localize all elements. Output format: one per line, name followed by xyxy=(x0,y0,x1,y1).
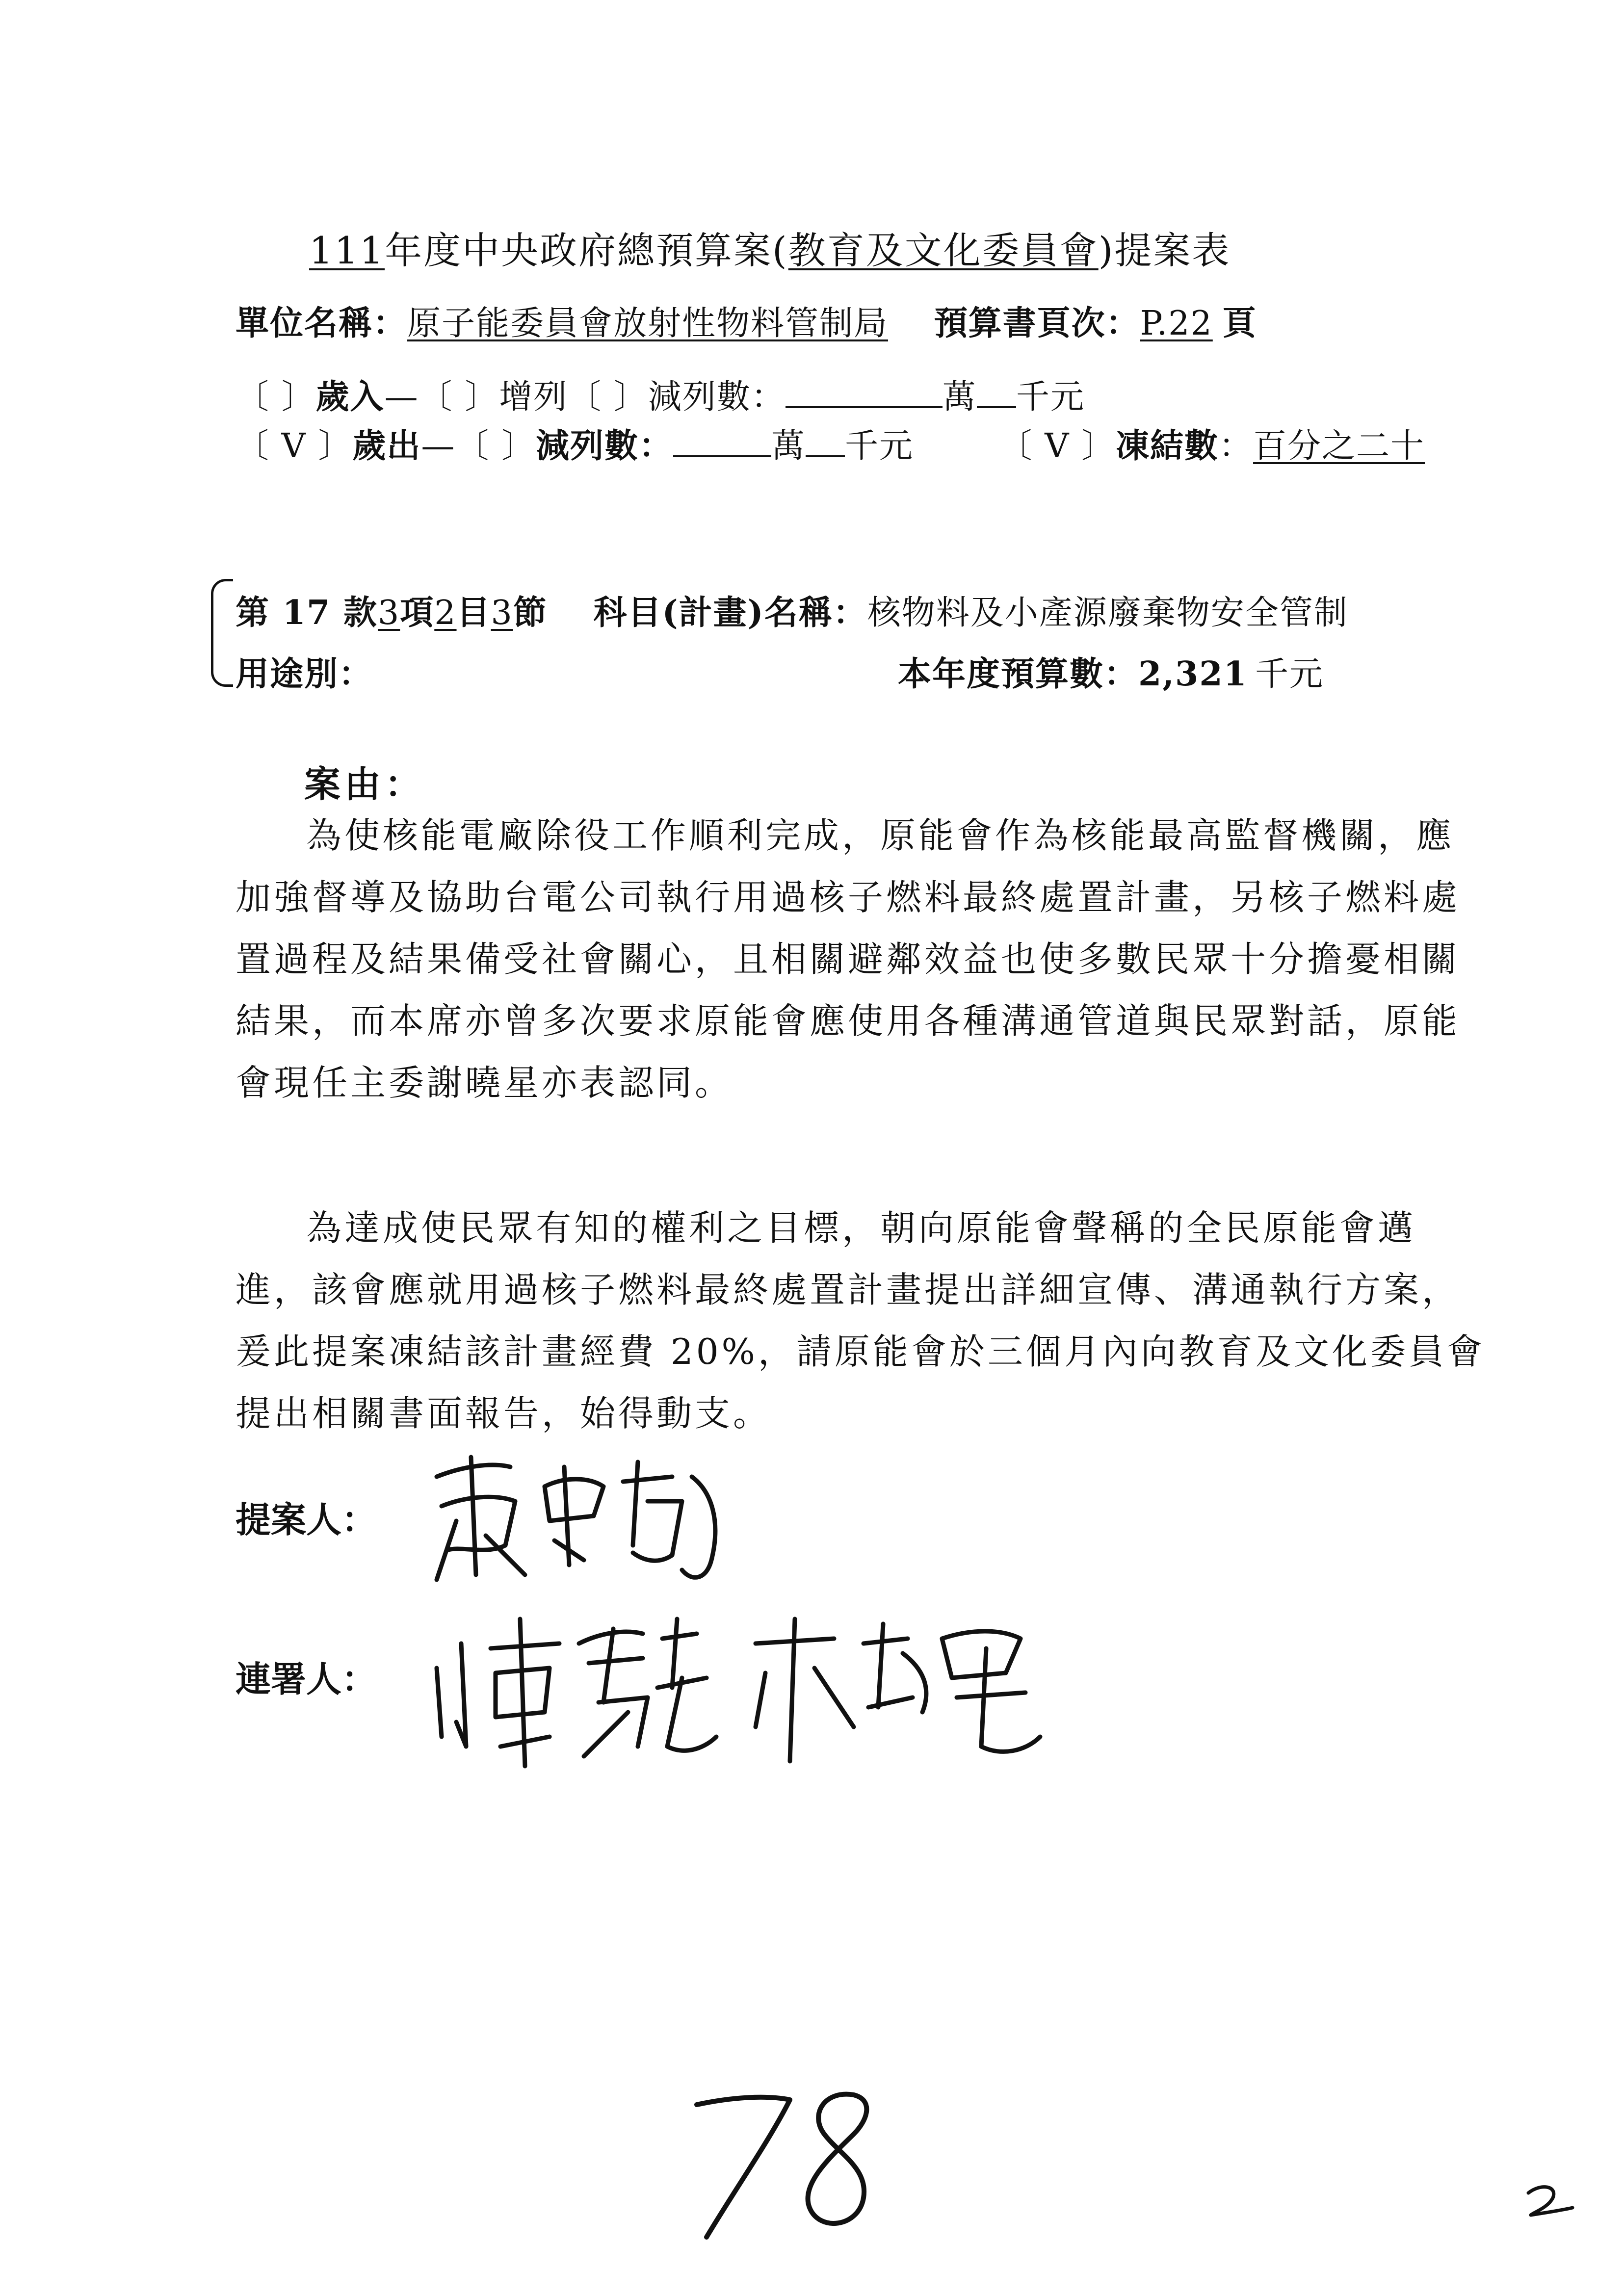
blank-wan xyxy=(786,377,943,408)
freeze-label: 凍結數 xyxy=(1116,426,1219,466)
jie-num: 3 xyxy=(491,594,513,632)
expense-reduce-label: 減列數： xyxy=(535,426,673,466)
unit-row xyxy=(236,297,1257,344)
wan-label: 萬 xyxy=(942,378,977,417)
expense-wan: 萬 xyxy=(771,427,806,466)
item-bracket xyxy=(211,579,233,687)
page-title xyxy=(309,221,1231,274)
amount-value: 2,321 xyxy=(1138,654,1248,694)
cosigner-label: 連署人： xyxy=(236,1658,377,1700)
expense-reduce-checkbox: 〔 〕 xyxy=(455,427,536,466)
page-suffix: 頁 xyxy=(1222,304,1257,343)
reduce-checkbox: 〔 〕 xyxy=(568,378,648,417)
reason-paragraph-2: 為達成使民眾有知的權利之目標，朝向原能會聲稱的全民原能會邁進，該會應就用過核子燃料最終處置計畫提出詳細宣傳、溝通執行方案，爰此提案凍結該計畫經費 20%，請原能會於三個月內向教育及文化委員會提出相關書面報告，始得動支。 xyxy=(236,1207,1485,1434)
budget-item-row xyxy=(236,586,1348,634)
expense-row xyxy=(236,419,1425,467)
cosigner-signatures xyxy=(422,1599,1109,1786)
expense-label: 歲出 xyxy=(352,426,421,466)
proposer-signature xyxy=(417,1447,760,1594)
freeze-colon: ： xyxy=(1219,427,1254,466)
blank-qian xyxy=(977,377,1016,408)
kuan: 第 17 款 xyxy=(236,593,378,632)
income-row xyxy=(236,370,1085,418)
page-value: P.22 xyxy=(1140,304,1213,343)
jie: 節 xyxy=(513,593,548,632)
reason-label: 案由： xyxy=(304,763,425,806)
expense-qian: 千元 xyxy=(845,427,914,466)
freeze-value: 百分之二十 xyxy=(1253,427,1425,466)
title-end: )提案表 xyxy=(1098,229,1231,272)
mu-num: 2 xyxy=(434,594,457,632)
expense-dash: — xyxy=(421,427,456,466)
xiang-num: 3 xyxy=(377,594,400,632)
usage-label: 用途別： xyxy=(236,654,373,694)
page-number-handwritten xyxy=(677,2070,898,2257)
add-label: 增列 xyxy=(499,378,568,417)
proposer-label: 提案人： xyxy=(236,1499,377,1540)
freeze-checkbox: 〔 V 〕 xyxy=(998,427,1116,466)
subject-label: 科目(計畫)名稱： xyxy=(593,593,867,632)
xiang: 項 xyxy=(400,593,435,632)
reduce-label: 減列數： xyxy=(648,378,786,417)
usage-row xyxy=(236,648,373,695)
add-checkbox: 〔 〕 xyxy=(419,378,499,417)
expense-checkbox: 〔 V 〕 xyxy=(236,427,353,466)
amount-unit: 千元 xyxy=(1255,655,1324,694)
income-label: 歲入 xyxy=(315,377,385,417)
reason-paragraph-1: 為使核能電廠除役工作順利完成，原能會作為核能最高監督機關，應加強督導及協助台電公司執行用過核子燃料最終處置計畫，另核子燃料處置過程及結果備受社會關心，且相關避鄰效益也使多數民眾十分擔憂相關結果，而本席亦曾多次要求原能會應使用各種溝通管道與民眾對話，原能會現任主委謝曉星亦表認同。 xyxy=(236,815,1461,1103)
subject-value: 核物料及小產源廢棄物安全管制 xyxy=(867,594,1348,632)
mu: 目 xyxy=(456,593,491,632)
expense-blank-qian xyxy=(806,426,845,457)
title-year: 111 xyxy=(309,229,385,272)
amount-label: 本年度預算數： xyxy=(898,654,1139,694)
corner-mark-handwritten xyxy=(1521,2178,1580,2222)
page-label: 預算書頁次： xyxy=(934,304,1140,343)
unit-label: 單位名稱： xyxy=(236,304,408,343)
income-checkbox: 〔 〕 xyxy=(236,378,316,417)
income-dash: — xyxy=(384,378,419,417)
unit-value: 原子能委員會放射性物料管制局 xyxy=(407,304,889,343)
amount-row xyxy=(898,648,1324,695)
expense-blank-wan xyxy=(673,426,771,457)
title-committee: 教育及文化委員會 xyxy=(788,229,1099,272)
qian-label: 千元 xyxy=(1016,378,1085,417)
title-mid: 年度中央政府總預算案( xyxy=(385,229,788,272)
